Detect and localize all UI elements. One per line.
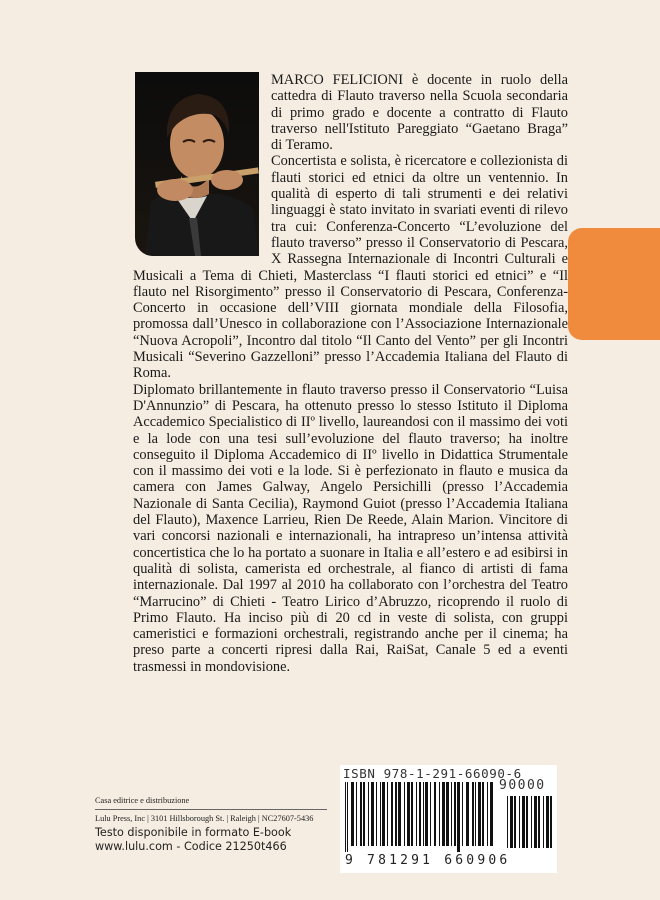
barcode-bar — [466, 782, 469, 846]
barcode-bar — [439, 782, 440, 846]
barcode-bar — [442, 782, 445, 846]
price-code: 90000 — [499, 778, 546, 793]
barcode-bar — [514, 796, 516, 848]
barcode-bar — [451, 782, 452, 846]
barcode-bar — [531, 796, 532, 848]
addon-barcode — [505, 796, 553, 856]
author-biography — [133, 72, 568, 675]
barcode-bar — [416, 782, 417, 846]
publisher-heading: Casa editrice e distribuzione — [95, 796, 190, 805]
barcode-bar — [425, 782, 428, 846]
ebook-availability: Testo disponibile in formato E-book — [95, 826, 292, 839]
barcode-bar — [534, 796, 537, 848]
barcode-bar — [387, 782, 388, 846]
barcode-bar — [368, 782, 369, 846]
barcode-bar — [519, 796, 520, 848]
bio-paragraph-3: Diplomato brillantemente in flauto traverso presso il Conservatorio “Luisa D'Annunzio” di Pescara, ha ottenuto presso lo stesso Istituto il Diploma Accademico Specialistico di IIº livello, laureandosi con il massimo dei voti e la lode con una tesi sull’evoluzione del flauto traverso; ha inoltre conseguito il Diploma Accademico di IIº livello in Didattica Strumentale con il massimo dei voti e la lode. Si è perfezionato in flauto e musica da camera con James Galway, Angelo Persichilli (presso l’Accademia Nazionale di Santa Cecilia), Raymond Guiot (presso l’Accademia Italiana del Flauto), Maxence Larrieu, Rien De Reede, Alain Marion. Vincitore di vari concorsi nazionali e internazionali, ha intrapreso un’intensa attività concertistica che lo ha portato a suonare in Italia e all’estero e ad esibirsi in qualità di solista, camerista ed orchestrale, al fianco di artisti di fama internazionale. Dal 1997 al 2010 ha collaborato con l’orchestra del Teatro “Marrucino” di Chieti - Teatro Lirico d’Abruzzo, ricoprendo il ruolo di Primo Flauto. Ha inciso più di 20 cd in veste di solista, con gruppi cameristici e formazioni orchestrali, registrando anche per il cinema; ha preso parte a concerti ripresi dalla Rai, RaiSat, Canale 5 ed a eventi trasmessi in mondovisione. — [133, 381, 568, 675]
barcode-bar — [380, 782, 381, 846]
barcode-bar — [550, 796, 552, 848]
photo-text-wrap-spacer — [133, 72, 271, 262]
barcode-bar — [462, 782, 463, 846]
barcode-bar — [543, 796, 544, 848]
barcode-bar — [347, 782, 348, 852]
barcode-bar — [356, 782, 357, 846]
barcode-bar — [507, 796, 508, 848]
barcode-bar — [382, 782, 385, 846]
barcode-bar — [419, 782, 421, 846]
barcode-bar — [360, 782, 362, 846]
isbn-label: ISBN 978-1-291-66090-6 — [343, 766, 522, 781]
barcode-bar — [510, 796, 513, 848]
barcode-bar — [363, 782, 365, 846]
bio-paragraph-2: Concertista e solista, è ricercatore e collezionista di flauti storici ed etnici da oltre un ventennio. In qualità di esperto di tali strumenti e dei relativi linguaggi è stato invitato in svariati eventi di rilevo tra cui: Conferenza-Concerto “L’evoluzione del flauto traverso” presso il Conservatorio di Pescara, X Rassegna Internazionale di Incontri Culturali e Musicali a Tema di Chieti, Masterclass “I flauti storici ed etnici” e “Il flauto nel Risorgimento” presso il Conservatorio di Pescara, Conferenza-Concerto in occasione dell’VIII giornata mondiale della Filosofia, promossa dall’Unesco in collaborazione con l’Associazione Internazionale “Nuova Acropoli”, Incontro dal titolo “Il Canto del Vento” per gli Incontri Musicali “Severino Gazzelloni” presso l’Accademia Italiana del Flauto di Roma. — [133, 153, 568, 382]
barcode-bar — [407, 782, 410, 846]
barcode-bar — [478, 782, 481, 846]
barcode-bar — [538, 796, 540, 848]
barcode-bar — [345, 782, 346, 852]
bio-paragraph-1: MARCO FELICIONI è docente in ruolo della cattedra di Flauto traverso nella Scuola secondaria di primo grado e docente a contratto di Flauto traverso nell'Istituto Pareggiato “Gaetano Braga” di Teramo. — [271, 72, 568, 154]
barcode-bar — [546, 796, 549, 848]
barcode-bar — [351, 782, 354, 846]
barcode-bar — [472, 782, 474, 846]
ebook-notice — [95, 826, 291, 854]
barcode-bar — [457, 782, 460, 852]
barcode-bar — [395, 782, 397, 846]
barcode-bar — [482, 782, 484, 846]
ean-digits: 9 781291 660906 — [345, 853, 511, 868]
barcode-bar — [398, 782, 401, 846]
barcode-bar — [371, 782, 374, 846]
barcode-bar — [411, 782, 413, 846]
barcode-bar — [376, 782, 377, 846]
barcode-bar — [454, 782, 456, 846]
orange-side-tab — [568, 228, 660, 340]
publisher-divider — [95, 809, 327, 810]
ean-barcode — [343, 782, 498, 852]
ebook-code: www.lulu.com - Codice 21250t466 — [95, 840, 287, 853]
barcode-bar — [434, 782, 436, 846]
publisher-info — [95, 795, 330, 824]
barcode-bar — [404, 782, 405, 846]
barcode-bar — [475, 782, 476, 846]
barcode-bar — [423, 782, 424, 846]
publisher-address: Lulu Press, Inc | 3101 Hillsborough St. | Raleigh | NC27607-5436 — [95, 814, 314, 823]
barcode-bar — [446, 782, 449, 846]
barcode-bar — [526, 796, 528, 848]
barcode-bar — [391, 782, 393, 846]
barcode-bar — [487, 782, 488, 846]
barcode-bar — [490, 782, 493, 846]
barcode-bar — [430, 782, 431, 846]
barcode-bar — [522, 796, 525, 848]
